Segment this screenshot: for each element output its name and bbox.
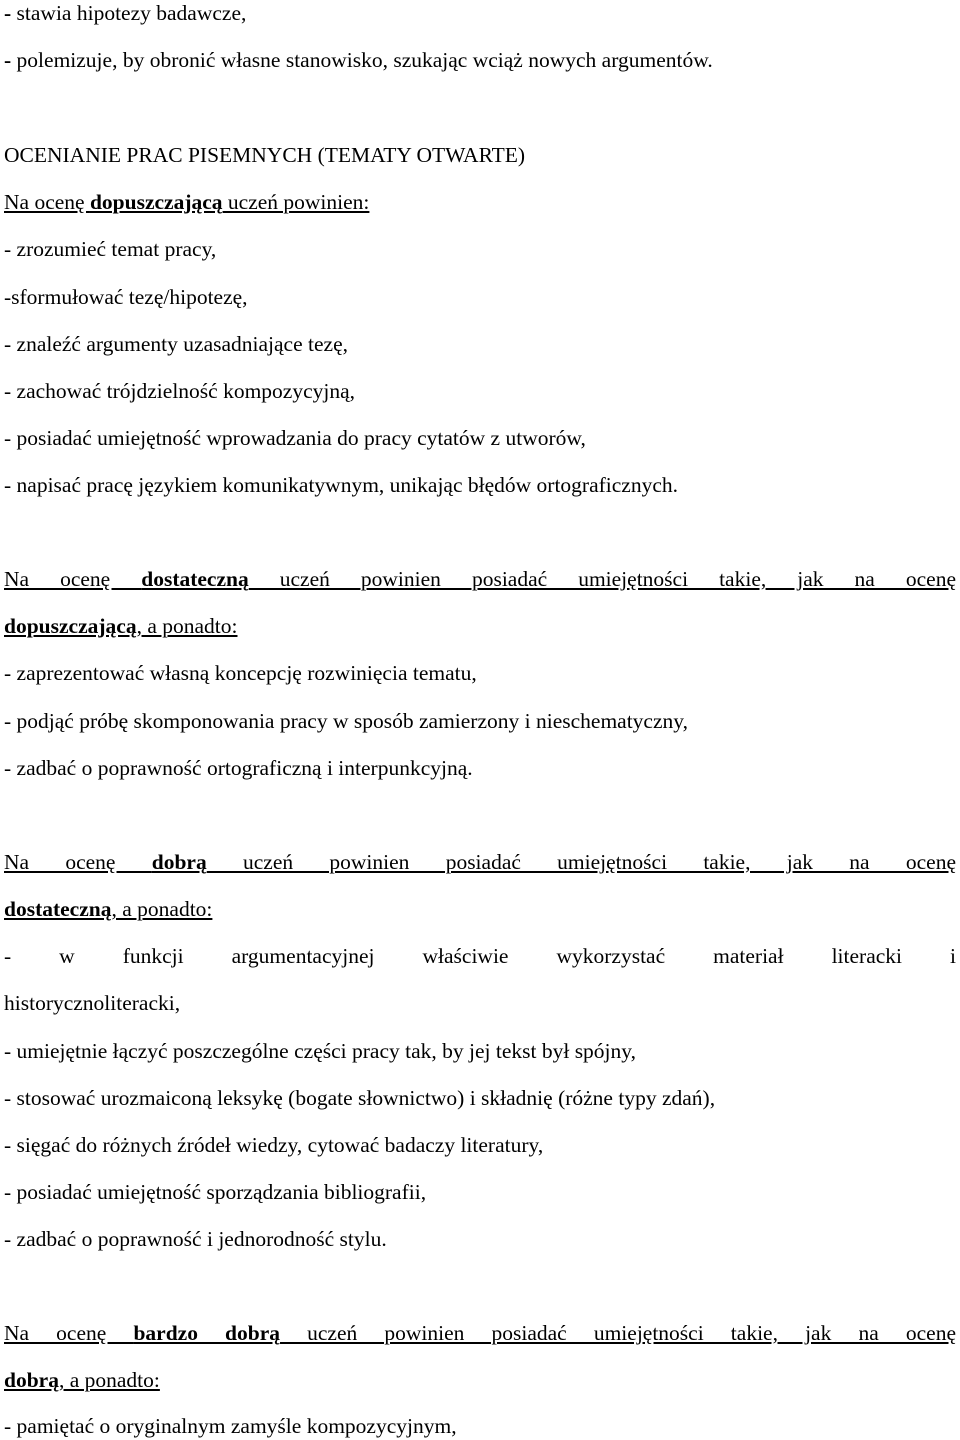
list-item: - zrozumieć temat pracy, bbox=[4, 237, 217, 261]
list-item: - zadbać o poprawność i jednorodność stylu. bbox=[4, 1227, 387, 1251]
list-item: - pamiętać o oryginalnym zamyśle kompozycyjnym, bbox=[4, 1414, 457, 1438]
grade-name: dopuszczającą bbox=[4, 614, 137, 638]
list-item: - w funkcji argumentacyjnej właściwie wykorzystać materiał literacki i bbox=[4, 944, 956, 968]
heading-text: Na ocenę bbox=[4, 850, 152, 874]
heading-text: uczeń powinien posiadać umiejętności takie, jak na ocenę bbox=[206, 850, 956, 874]
list-item: - stosować urozmaiconą leksykę (bogate słownictwo) i składnię (różne typy zdań), bbox=[4, 1086, 716, 1110]
grade-name: dopuszczającą bbox=[89, 190, 223, 214]
list-item: - posiadać umiejętność sporządzania bibliografii, bbox=[4, 1180, 427, 1204]
list-item: - znaleźć argumenty uzasadniające tezę, bbox=[4, 332, 348, 356]
intro-text: stawia hipotezy badawcze, bbox=[11, 1, 247, 25]
grade-heading-dopuszczajaca bbox=[4, 189, 956, 215]
list-item: - zadbać o poprawność ortograficzną i interpunkcyjną. bbox=[4, 756, 473, 780]
list-item: - sięgać do różnych źródeł wiedzy, cytować badaczy literatury, bbox=[4, 1133, 544, 1157]
intro-text: polemizuje, by obronić własne stanowisko, szukając wciąż nowych argumentów. bbox=[11, 48, 713, 72]
heading-text: Na ocenę bbox=[4, 567, 142, 591]
heading-text: uczeń powinien: bbox=[222, 190, 370, 214]
heading-text: , a ponadto: bbox=[111, 897, 213, 921]
heading-text: uczeń powinien posiadać umiejętności takie, jak na ocenę bbox=[280, 1321, 956, 1345]
intro-item bbox=[4, 47, 956, 73]
list-item: -sformułować tezę/hipotezę, bbox=[4, 285, 248, 309]
list-item: - zaprezentować własną koncepcję rozwinięcia tematu, bbox=[4, 661, 477, 685]
grade-heading-dobra-cont bbox=[4, 896, 956, 922]
list-item: - zachować trójdzielność kompozycyjną, bbox=[4, 379, 356, 403]
grade-heading-dostateczna bbox=[4, 566, 956, 592]
grade-heading-bardzo-dobra-cont bbox=[4, 1367, 956, 1393]
intro-dash: - bbox=[4, 48, 12, 72]
list-item: - podjąć próbę skomponowania pracy w sposób zamierzony i nieschematyczny, bbox=[4, 709, 689, 733]
grade-heading-bardzo-dobra bbox=[4, 1320, 956, 1346]
list-item: - napisać pracę językiem komunikatywnym, unikając błędów ortograficznych. bbox=[4, 473, 679, 497]
intro-dash: - bbox=[4, 1, 12, 25]
heading-text: Na ocenę bbox=[4, 190, 90, 214]
grade-name: dostateczną bbox=[4, 897, 112, 921]
grade-name: bardzo dobrą bbox=[133, 1321, 281, 1345]
list-item: - umiejętnie łączyć poszczególne części pracy tak, by jej tekst był spójny, bbox=[4, 1039, 637, 1063]
list-item: - posiadać umiejętność wprowadzania do pracy cytatów z utworów, bbox=[4, 426, 586, 450]
list-item-continuation: historycznoliteracki, bbox=[4, 991, 181, 1015]
heading-text: Na ocenę bbox=[4, 1321, 134, 1345]
grade-name: dostateczną bbox=[141, 567, 249, 591]
grade-heading-dobra bbox=[4, 849, 956, 875]
grade-name: dobrą bbox=[151, 850, 207, 874]
intro-item bbox=[4, 0, 956, 26]
heading-text: , a ponadto: bbox=[58, 1368, 160, 1392]
grade-heading-dostateczna-cont bbox=[4, 613, 956, 639]
heading-text: , a ponadto: bbox=[136, 614, 238, 638]
section-heading: OCENIANIE PRAC PISEMNYCH (TEMATY OTWARTE) bbox=[4, 143, 526, 167]
grade-name: dobrą bbox=[4, 1368, 59, 1392]
heading-text: uczeń powinien posiadać umiejętności takie, jak na ocenę bbox=[248, 567, 956, 591]
